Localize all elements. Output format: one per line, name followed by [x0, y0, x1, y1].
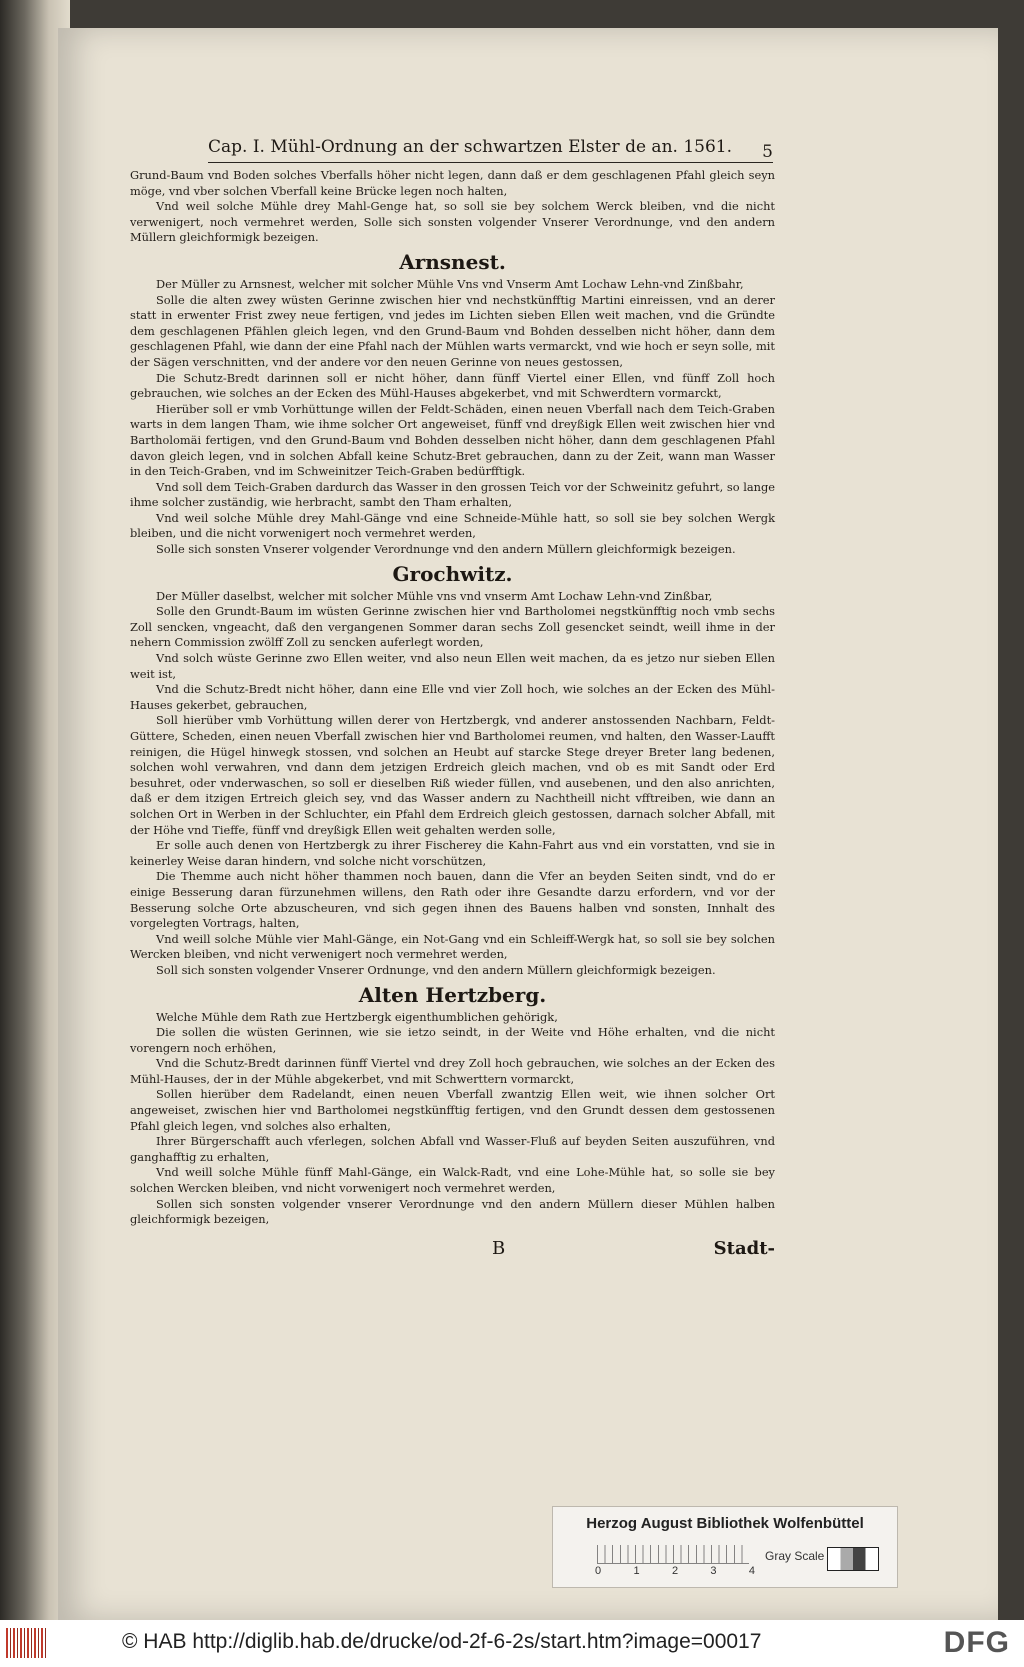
catchword: Stadt-	[713, 1238, 775, 1259]
ruler-number: 0	[595, 1565, 602, 1577]
paragraph: Ihrer Bürgerschafft auch vferlegen, solchen Abfall vnd Wasser-Fluß auf beyden Seiten auszuführen, vnd ganghafftig zu erhalten,	[130, 1134, 775, 1164]
page-number: 5	[762, 142, 773, 162]
ruler-number: 2	[671, 1565, 679, 1577]
ruler-number: 1	[633, 1565, 640, 1577]
ruler	[597, 1545, 749, 1564]
signature-mark: B	[492, 1238, 506, 1259]
barcode-icon	[6, 1628, 46, 1658]
paragraph: Vnd weil solche Mühle drey Mahl-Genge hat, so soll sie bey solchem Werck bleiben, vnd die nicht verwenigert, noch vermehret werden, Solle sich sonsten volgender Vnserer Verordnunge, vnd den andern Müllern gleichformigk bezeigen.	[130, 199, 775, 245]
ruler-number: 3	[710, 1565, 717, 1577]
paragraph: Solle den Grundt-Baum im wüsten Gerinne zwischen hier vnd Bartholomei negstkünfftig noch vmb sechs Zoll sencken, vngeacht, daß den vergangenen Sommer daran sechs Zoll gesencket seindt, weill ihme in der nehern Commission zwölff Zoll zu sencken auferlegt worden,	[130, 604, 775, 650]
paragraph: Die Schutz-Bredt darinnen soll er nicht höher, dann fünff Viertel einer Ellen, vnd fünff Zoll hoch gebrauchen, wie solches an der Ecken des Mühl-Hauses abgekerbet, vnd mit Schwerdtern vormarckt,	[130, 370, 775, 401]
header-title: Cap. I. Mühl-Ordnung an der schwartzen Elster de an. 1561.	[208, 137, 732, 157]
color-scale-card	[552, 1506, 898, 1588]
library-name: Herzog August Bibliothek Wolfenbüttel	[586, 1515, 864, 1532]
section-heading: Alten Hertzberg.	[358, 982, 547, 1007]
gray-scale-label: Gray Scale	[765, 1549, 825, 1563]
paragraph: Sollen sich sonsten volgender vnserer Verordnunge vnd den andern Müllern dieser Mühlen halben gleichformigk bezeigen,	[130, 1196, 775, 1227]
section-heading: Grochwitz.	[392, 561, 513, 586]
paragraph: Vnd weil solche Mühle drey Mahl-Gänge vnd eine Schneide-Mühle hatt, so soll sie bey solchen Wergk bleiben, und die nicht vorwenigert noch vermehret werden,	[130, 510, 775, 541]
page-footer	[130, 1238, 775, 1264]
paragraph: Vnd die Schutz-Bredt darinnen fünff Viertel vnd drey Zoll hoch gebrauchen, wie solches an der Ecken des Mühl-Hauses, der in der Mühle abgekerbet, vnd mit Schwerttern vormarckt,	[130, 1056, 775, 1086]
paragraph: Soll hierüber vmb Vorhüttung willen derer von Hertzbergk, vnd anderer anstossenden Nachbarn, Feldt-Güttere, Scheden, einen neuen Vberfall zwischen hier vnd Bartholomei reumen, vnd halten, den Wasser-Laufft reinigen, die Hügel hinwegk stossen, vnd solchen an Heubt auf starcke Stege dreyer Breter lang bedenen, solchen wohl verwahren, vnd dann dem jetzigen Erdreich gleich machen, vnd ob es mit Sandt oder Erd besuhret, oder vnderwaschen, so soll er dieselben Riß wieder füllen, vnd ausebenen, und den also anrichten, daß er dem itzigen Ertreich gleich sey, vnd das Wasser andern zu Nachtheill nicht vfftreiben, wie dann an solchen Ort in Werben in der Schluchter, ein Pfahl dem Erdreich gleich gestossen, darnach solcher Abfall, mit der Höhe vnd Tieffe, fünff vnd dreyßigk Ellen weit gehalten werden solle,	[130, 713, 775, 837]
paragraph: Soll sich sonsten volgender Vnserer Ordnunge, vnd den andern Müllern gleichformigk bezeigen.	[156, 962, 716, 977]
copyright-link[interactable]: © HAB http://diglib.hab.de/drucke/od-2f-6-2s/start.htm?image=00017	[122, 1630, 762, 1653]
paragraph: Vnd weill solche Mühle vier Mahl-Gänge, ein Not-Gang vnd ein Schleiff-Wergk hat, so soll sie bey solchen Wercken bleiben, vnd nicht verwenigert noch vermehret werden,	[130, 931, 775, 962]
paragraph: Die sollen die wüsten Gerinnen, wie sie ietzo seindt, in der Weite vnd Höhe erhalten, vnd die nicht vorengern noch erhöhen,	[130, 1025, 775, 1055]
ruler-numbers	[595, 1565, 755, 1577]
paragraph: Vnd soll dem Teich-Graben dardurch das Wasser in den grossen Teich vor der Schweinitz gefuhrt, so lange ihme solcher zuständig, wie herbracht, sambt den Tham erhalten,	[130, 479, 775, 510]
running-header	[208, 132, 773, 163]
paragraph: Der Müller zu Arnsnest, welcher mit solcher Mühle Vns vnd Vnserm Amt Lochaw Lehn-vnd Zinßbahr,	[156, 276, 744, 291]
paragraph: Vnd weill solche Mühle fünff Mahl-Gänge, ein Walck-Radt, vnd eine Lohe-Mühle hat, so solle sie bey solchen Wercken bleiben, vnd nicht vorwenigert noch vermehret werden,	[130, 1165, 775, 1196]
section-heading: Arnsnest.	[399, 249, 506, 274]
paragraph: Welche Mühle dem Rath zue Hertzbergk eigenthumblichen gehörigk,	[156, 1009, 558, 1024]
paragraph: Grund-Baum vnd Boden solches Vberfalls höher nicht legen, dann daß er dem geschlagenen Pfahl gleich seyn möge, vnd vber solchen Vberfall keine Brücke legen noch halten,	[130, 168, 775, 198]
paragraph: Vnd solch wüste Gerinne zwo Ellen weiter, vnd also neun Ellen weit machen, da es jetzo nur sieben Ellen weit ist,	[130, 651, 775, 681]
paragraph: Der Müller daselbst, welcher mit solcher Mühle vns vnd vnserm Amt Lochaw Lehn-vnd Zinßbar,	[156, 588, 713, 603]
paragraph: Solle die alten zwey wüsten Gerinne zwischen hier vnd nechstkünfftig Martini einreissen, vnd an derer statt in erwenter Frist zwey neue fertigen, vnd jedes im Lichten sieben Ellen weit machen, vnd die Gründte dem geschlagenen Pfählen gleich legen, vnd den Grund-Baum vnd Bohden desselben nicht höher, dann dem geschlagenen Pfahl, wie dann der eine Pfahl nach der Mühlen warts vermarckt, vnd wie hoch er seyn solle, mit der Sägen verschnitten, vnd der andere vor den neuen Gerinne von neues gestossen,	[130, 292, 775, 369]
paragraph: Hierüber soll er vmb Vorhüttunge willen der Feldt-Schäden, einen neuen Vberfall nach dem Teich-Graben warts in dem langen Tham, wie ihme solcher Ort angeweiset, fünff vnd dreyßigk Ellen weit zwischen hier vnd Bartholomäi fertigen, vnd den Grund-Baum vnd Bohden desselben nicht höher, dann dem geschlagenen Pfahl davon gleich legen, vnd in solchen Abfall keine Schutz-Bret gebrauchen, dann zu der Zeit, wann man Wasser in den Teich-Graben, vnd im Schweinitzer Teich-Graben bedürfftigk.	[130, 401, 775, 479]
ruler-number: 4	[748, 1565, 755, 1577]
dfg-logo: DFG	[943, 1626, 1010, 1659]
paragraph: Solle sich sonsten Vnserer volgender Verordnunge vnd den andern Müllern gleichformigk bezeigen.	[156, 542, 736, 557]
viewer-footer-bar	[0, 1620, 1024, 1667]
gray-scale-swatch	[827, 1547, 879, 1571]
paragraph: Sollen hierüber dem Radelandt, einen neuen Vberfall zwantzig Ellen weit, wie ihnen solcher Ort angeweiset, zwischen hier vnd Bartholomei negstkünfftig fertigen, vnd den Grundt dessen dem gestossenen Pfahl gleich legen, vnd solches also erhalten,	[130, 1087, 775, 1133]
paragraph: Die Themme auch nicht höher thammen noch bauen, dann die Vfer an beyden Seiten sindt, vnd do er einige Besserung daran fürzunehmen willens, den Rath oder ihre Gesandte darzu erfordern, vnd vor der Besserung solche Orte abzuscheuren, vnd sich gegen ihnen des Bauens halben vnd sonsten, Innhalt des vorgelegten Vortrags, halten,	[130, 869, 775, 931]
body-text	[130, 168, 775, 1228]
paragraph: Vnd die Schutz-Bredt nicht höher, dann eine Elle vnd vier Zoll hoch, wie solches an der Ecken des Mühl-Hauses gekerbet, gebrauchen,	[130, 682, 775, 712]
paragraph: Er solle auch denen von Hertzbergk zu ihrer Fischerey die Kahn-Fahrt aus vnd ein vorstatten, vnd sie in keinerley Weise daran hindern, vnd solche nicht vorschützen,	[130, 838, 775, 868]
